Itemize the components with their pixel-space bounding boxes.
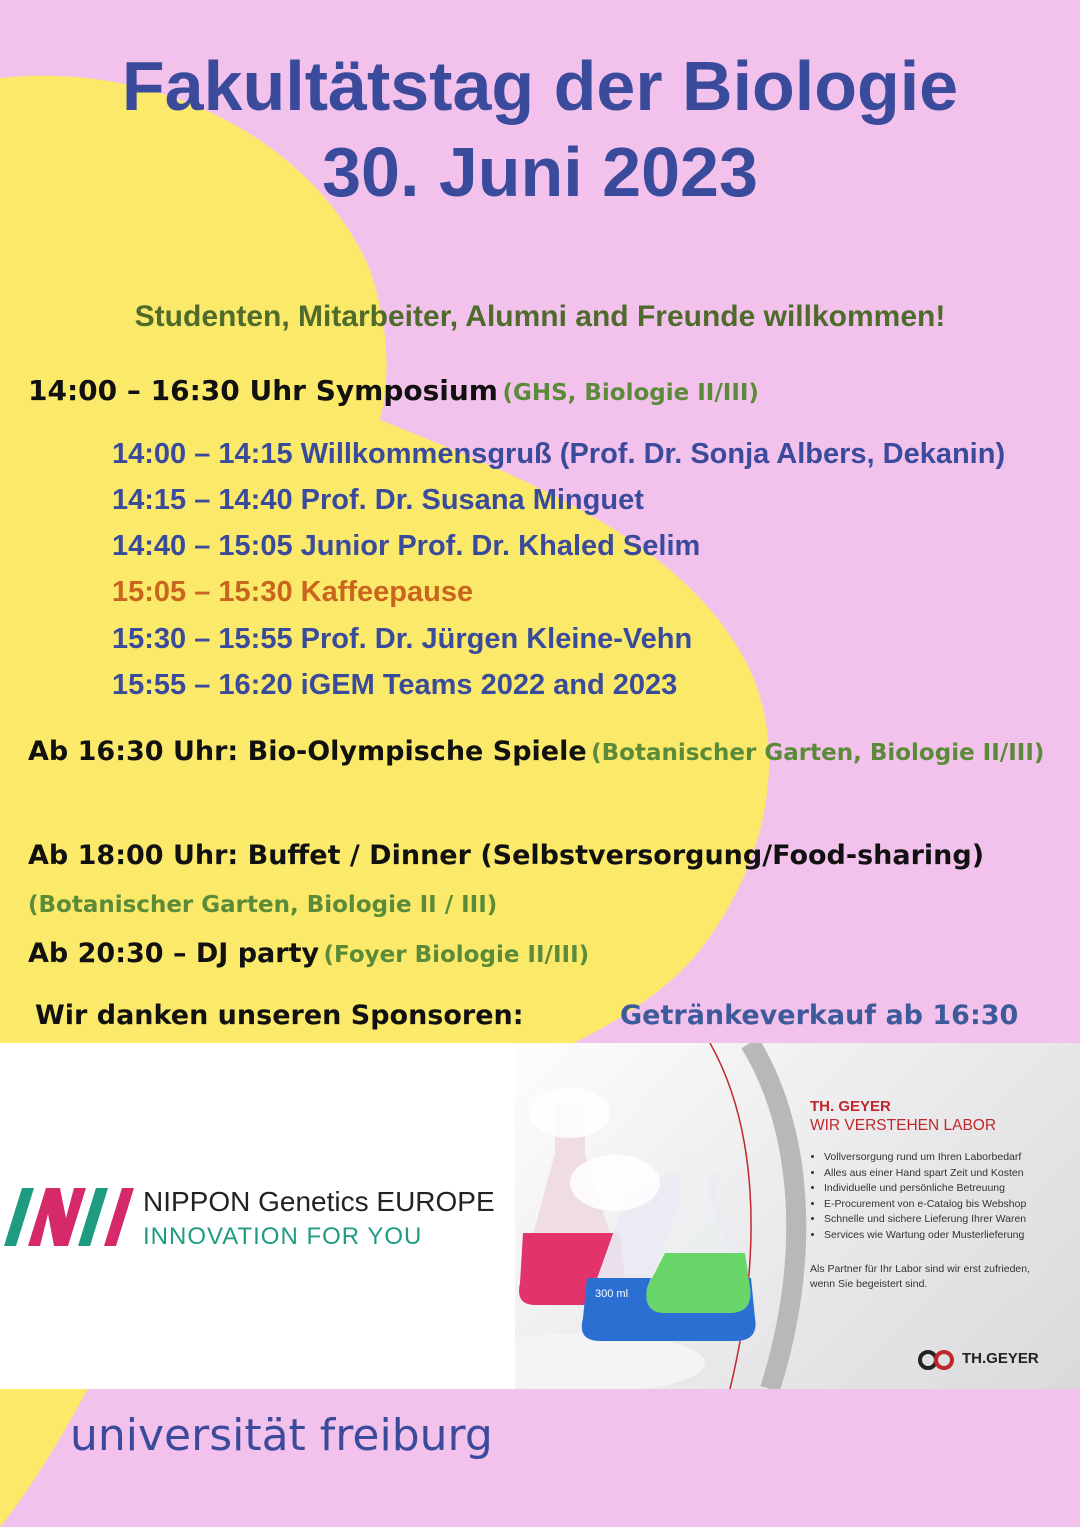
list-item: • E-Procurement von e-Catalog bis Webshop	[824, 1197, 1026, 1213]
geyer-note: Als Partner für Ihr Labor sind wir erst zufrieden, wenn Sie begeistert sind.	[810, 1263, 1031, 1290]
dinner-location: (Botanischer Garten, Biologie II / III)	[28, 892, 498, 918]
university-logo: universität freiburg	[70, 1410, 493, 1461]
talk-item: 15:30 – 15:55 Prof. Dr. Jürgen Kleine-Vehn	[112, 623, 693, 655]
nippon-name: NIPPON Genetics EUROPE	[143, 1186, 495, 1217]
symposium-line	[28, 374, 759, 407]
games-location: (Botanischer Garten, Biologie II/III)	[591, 740, 1045, 766]
talk-item: 14:00 – 14:15 Willkommensgruß (Prof. Dr. Sonja Albers, Dekanin)	[112, 438, 1006, 470]
talk-item: 14:15 – 14:40 Prof. Dr. Susana Minguet	[112, 484, 644, 516]
geyer-bullet-list	[810, 1150, 1026, 1243]
coffee-break: 15:05 – 15:30 Kaffeepause	[112, 576, 474, 608]
talk-item: 15:55 – 16:20 iGEM Teams 2022 and 2023	[112, 669, 678, 701]
geyer-logo-icon	[916, 1349, 964, 1371]
nippon-slogan: INNOVATION FOR YOU	[143, 1223, 423, 1250]
symposium-location: (GHS, Biologie II/III)	[502, 380, 759, 406]
dinner-text: Ab 18:00 Uhr: Buffet / Dinner (Selbstversorgung/Food-sharing)	[28, 840, 985, 871]
page-title: Fakultätstag der Biologie	[121, 47, 959, 125]
list-item: • Individuelle und persönliche Betreuung	[824, 1181, 1026, 1197]
games-text: Ab 16:30 Uhr: Bio-Olympische Spiele	[28, 736, 587, 767]
drinks-sale: Getränkeverkauf ab 16:30	[620, 1000, 1019, 1031]
list-item: • Alles aus einer Hand spart Zeit und Kosten	[824, 1166, 1026, 1182]
list-item: • Vollversorgung rund um Ihren Laborbedarf	[824, 1150, 1026, 1166]
party-line	[28, 938, 589, 969]
party-location: (Foyer Biologie II/III)	[323, 942, 590, 968]
list-item: • Schnelle und sichere Lieferung Ihrer Waren	[824, 1212, 1026, 1228]
geyer-logo-text: TH.GEYER	[962, 1350, 1039, 1367]
party-text: Ab 20:30 – DJ party	[28, 938, 320, 969]
games-line	[28, 736, 1044, 767]
symposium-heading: 14:00 – 16:30 Uhr Symposium	[28, 374, 498, 407]
geyer-title: TH. GEYER	[810, 1098, 891, 1115]
welcome-line: Studenten, Mitarbeiter, Alumni and Freunde willkommen!	[134, 300, 946, 333]
list-item: • Services wie Wartung oder Musterlieferung	[824, 1228, 1026, 1244]
geyer-slogan: WIR VERSTEHEN LABOR	[810, 1117, 997, 1134]
nippon-logo-icon	[4, 1188, 134, 1246]
sponsors-thanks: Wir danken unseren Sponsoren:	[35, 1000, 524, 1031]
flask-label: 300 ml	[595, 1288, 629, 1300]
event-date: 30. Juni 2023	[322, 133, 758, 211]
talk-item: 14:40 – 15:05 Junior Prof. Dr. Khaled Selim	[112, 530, 701, 562]
